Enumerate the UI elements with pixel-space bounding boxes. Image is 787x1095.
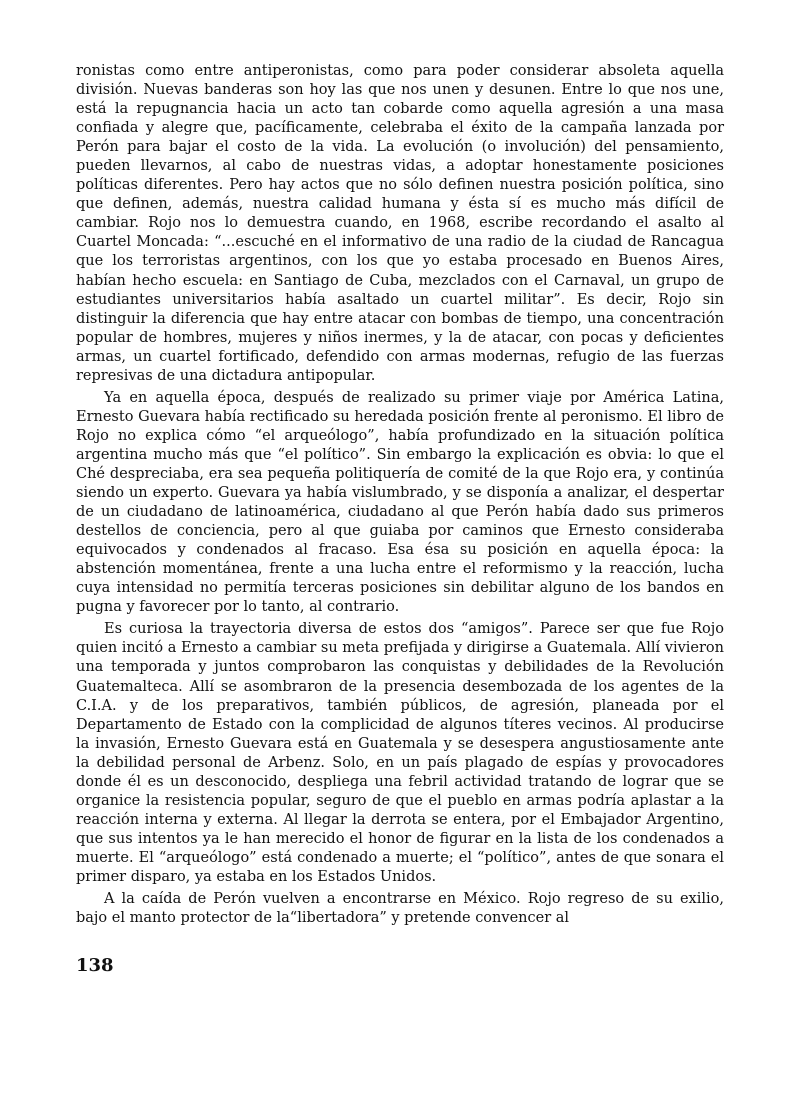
paragraph-3: Es curiosa la trayectoria diversa de estos dos “amigos”. Parece ser que fue Rojo quien incitó a Ernesto a cambiar su meta prefijada y dirigirse a Guatemala. Allí vivieron una temporada y juntos comprobaron las conquistas y debilidades de la Revolución Guatemalteca. Allí se asombraron de la presencia desembozada de los agentes de la C.I.A. y de los preparativos, también públicos, de agresión, planeada por el Departamento de Estado con la complicidad de algunos títeres vecinos. Al producirse la invasión, Ernesto Guevara está en Guatemala y se desespera angustiosamente ante la debilidad personal de Arbenz. Solo, en un país plagado de espías y provocadores donde él es un desconocido, despliega una febril actividad tratando de lograr que se organice la resistencia popular, seguro de que el pueblo en armas podría aplastar a la reacción interna y externa. Al llegar la derrota se entera, por el Embajador Argentino, que sus intentos ya le han merecido el honor de figurar en la lista de los condenados a muerte. El “arqueólogo” está condenado a muerte; el “político”, antes de que sonara el primer disparo, ya estaba en los Estados Unidos.: [76, 621, 724, 885]
paragraph-4: A la caída de Perón vuelven a encontrarse en México. Rojo regreso de su exilio, bajo el manto protector de la“libertadora” y pretende convencer al: [76, 891, 724, 927]
page-body: [76, 62, 724, 931]
paragraph-2: Ya en aquella época, después de realizado su primer viaje por América Latina, Ernesto Guevara había rectificado su heredada posición frente al peronismo. El libro de Rojo no explica cómo “el arqueólogo”, había profundizado en la situación política argentina mucho más que “el político”. Sin embargo la explicación es obvia: lo que el Ché despreciaba, era sea pequeña politiquería de comité de la que Rojo era, y continúa siendo un experto. Guevara ya había vislumbrado, y se disponía a analizar, el despertar de un ciudadano de latinoamérica, ciudadano al que Perón había dado sus primeros destellos de conciencia, pero al que guiaba por caminos que Ernesto consideraba equivocados y condenados al fracaso. Esa ésa su posición en aquella época: la abstención momentánea, frente a una lucha entre el reformismo y la reacción, lucha cuya intensidad no permitía terceras posiciones sin debilitar alguno de los bandos en pugna y favorecer por lo tanto, al contrario.: [76, 389, 724, 616]
paragraph-1: ronistas como entre antiperonistas, como para poder considerar absoleta aquella división. Nuevas banderas son hoy las que nos unen y desunen. Entre lo que nos une, está la repugnancia hacia un acto tan cobarde como aquella agresión a una masa confiada y alegre que, pacíficamente, celebraba el éxito de la campaña lanzada por Perón para bajar el costo de la vida. La evolución (o involución) del pensamiento, pueden llevarnos, al cabo de nuestras vidas, a adoptar honestamente posiciones políticas diferentes. Pero hay actos que no sólo definen nuestra posición política, sino que definen, además, nuestra calidad humana y ésta sí es mucho más difícil de cambiar. Rojo nos lo demuestra cuando, en 1968, escribe recordando el asalto al Cuartel Moncada: “...escuché en el informativo de una radio de la ciudad de Rancagua que los terroristas argentinos, con los que yo estaba procesado en Buenos Aires, habían hecho escuela: en Santiago de Cuba, mezclados con el Carnaval, un grupo de estudiantes universitarios había asaltado un cuartel militar”. Es decir, Rojo sin distinguir la diferencia que hay entre atacar con bombas de tiempo, una concentración popular de hombres, mujeres y niños inermes, y la de atacar, con pocas y deficientes armas, un cuartel fortificado, defendido con armas modernas, refugio de las fuerzas represivas de una dictadura antipopular.: [76, 63, 724, 384]
page-number: 138: [76, 955, 114, 976]
